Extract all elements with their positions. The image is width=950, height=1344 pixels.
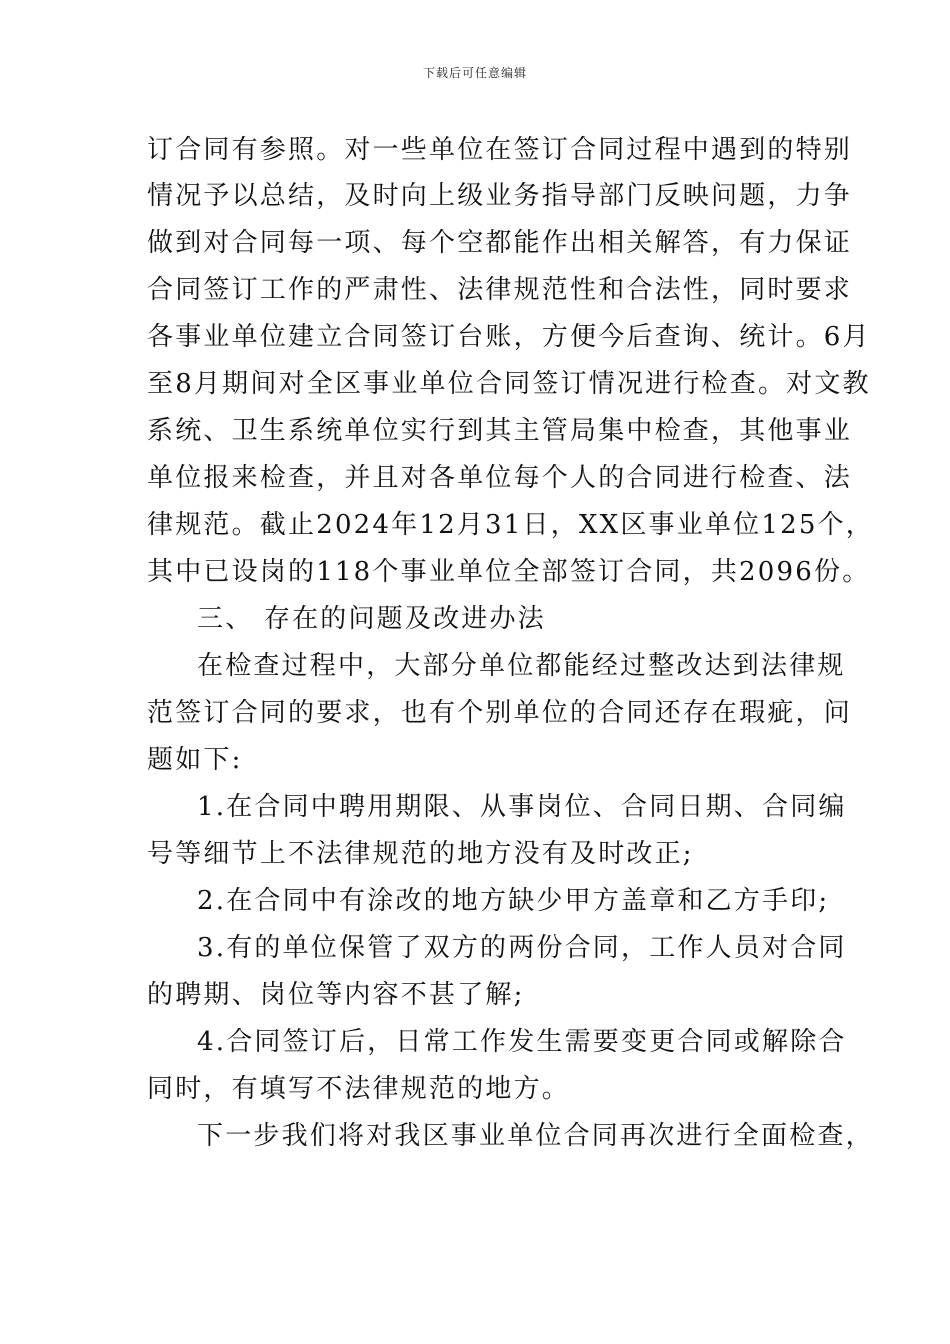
text-line: 单位报来检查，并且对各单位每个人的合同进行检查、法 — [147, 463, 853, 493]
list-item: 3.有的单位保管了双方的两份合同，工作人员对合同 — [197, 933, 847, 963]
list-item: 4.合同签订后，日常工作发生需要变更合同或解除合 — [197, 1027, 847, 1057]
text-line: 的聘期、岗位等内容不甚了解; — [147, 980, 525, 1010]
text-line: 订合同有参照。对一些单位在签订合同过程中遇到的特别 — [147, 135, 853, 165]
text-line: 做到对合同每一项、每个空都能作出相关解答，有力保证 — [147, 228, 853, 258]
section-heading: 三、 存在的问题及改进办法 — [197, 604, 546, 634]
text-line: 律规范。截止2024年12月31日，XX区事业单位125个， — [147, 510, 874, 540]
text-line: 情况予以总结，及时向上级业务指导部门反映问题，力争 — [147, 181, 853, 211]
text-line: 同时，有填写不法律规范的地方。 — [147, 1074, 571, 1104]
text-line: 各事业单位建立合同签订台账，方便今后查询、统计。6月 — [147, 322, 871, 352]
text-line: 至8月期间对全区事业单位合同签订情况进行检查。对文教 — [147, 369, 871, 399]
text-line: 下一步我们将对我区事业单位合同再次进行全面检查， — [197, 1121, 874, 1151]
page-header: 下载后可任意编辑 — [422, 66, 527, 80]
text-line: 其中已设岗的118个事业单位全部签订合同，共2096份。 — [147, 557, 871, 587]
text-line: 在检查过程中，大部分单位都能经过整改达到法律规 — [197, 651, 846, 681]
list-item: 1.在合同中聘用期限、从事岗位、合同日期、合同编 — [197, 792, 847, 822]
text-line: 合同签订工作的严肃性、法律规范性和合法性，同时要求 — [147, 275, 853, 305]
text-line: 系统、卫生系统单位实行到其主管局集中检查，其他事业 — [147, 416, 853, 446]
text-line: 题如下: — [147, 745, 243, 775]
text-line: 号等细节上不法律规范的地方没有及时改正; — [147, 839, 694, 869]
text-line: 范签订合同的要求，也有个别单位的合同还存在瑕疵，问 — [147, 698, 853, 728]
list-item: 2.在合同中有涂改的地方缺少甲方盖章和乙方手印; — [197, 886, 830, 916]
